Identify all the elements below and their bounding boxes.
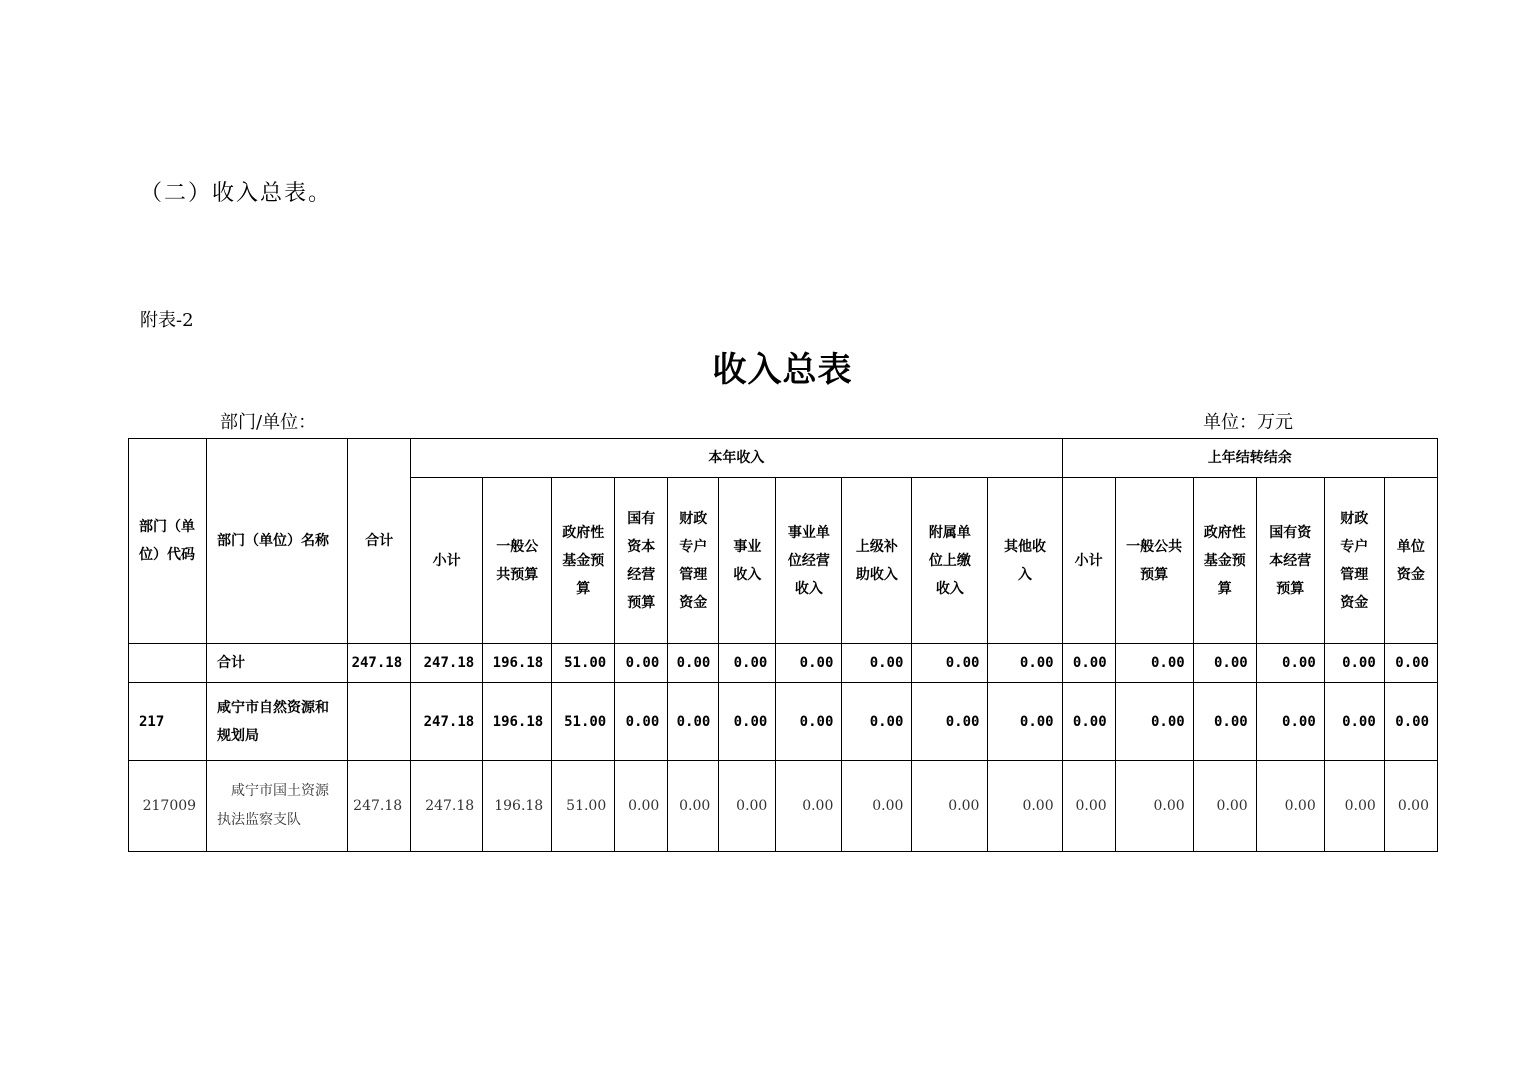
header-label-line: 共预算 — [496, 566, 539, 583]
cell-carryover-value: 0.00 — [1115, 644, 1193, 683]
header-label-line: 事业单 — [787, 524, 830, 541]
cell-current-value: 0.00 — [988, 683, 1062, 761]
section-heading: （二）收入总表。 — [140, 181, 333, 206]
cell-carryover-value: 0.00 — [1115, 761, 1193, 852]
cell-current-value: 0.00 — [912, 644, 988, 683]
header-label-line: 部门（单位）名称 — [217, 533, 330, 549]
cell-current-value: 51.00 — [552, 683, 615, 761]
table-body — [129, 644, 1438, 852]
header-carryover-col-4 — [1324, 478, 1384, 644]
cell-current-value: 0.00 — [842, 761, 912, 852]
cell-current-value: 0.00 — [912, 683, 988, 761]
header-current-col-2 — [552, 478, 615, 644]
header-label-line: 算 — [1217, 580, 1232, 597]
header-label-line: 专户 — [679, 538, 708, 555]
cell-current-value: 0.00 — [668, 761, 719, 852]
cell-current-value: 0.00 — [912, 761, 988, 852]
cell-carryover-value: 0.00 — [1384, 644, 1437, 683]
header-label-line: 助收入 — [855, 566, 898, 583]
header-label-line: 本经营 — [1269, 552, 1312, 569]
header-label-line: 基金预 — [1203, 552, 1246, 569]
header-label-line: 位上缴 — [928, 552, 971, 569]
header-label-line: 资金 — [1396, 566, 1425, 583]
header-carryover-col-1 — [1115, 478, 1193, 644]
cell-current-value: 51.00 — [552, 761, 615, 852]
header-label-line: 一般公共 — [1126, 538, 1183, 555]
header-label-line: 资本 — [627, 538, 656, 555]
cell-dept-name: 咸宁市自然资源和规划局 — [207, 683, 348, 761]
header-carryover-col-2 — [1193, 478, 1256, 644]
table-row — [129, 761, 1438, 852]
header-current-col-5 — [719, 478, 776, 644]
cell-dept-code — [129, 644, 207, 683]
header-current-col-6 — [776, 478, 842, 644]
cell-carryover-value: 0.00 — [1062, 683, 1115, 761]
header-label-line: 预算 — [627, 594, 656, 611]
header-label-line: 小计 — [432, 552, 461, 569]
cell-carryover-value: 0.00 — [1324, 644, 1384, 683]
header-label-line: 政府性 — [562, 524, 605, 541]
cell-current-value: 0.00 — [719, 644, 776, 683]
cell-carryover-value: 0.00 — [1384, 761, 1437, 852]
header-label-line: 专户 — [1340, 538, 1369, 555]
cell-dept-name: 咸宁市国土资源执法监察支队 — [207, 761, 348, 852]
header-label-line: 财政 — [1340, 510, 1369, 527]
cell-current-value: 0.00 — [776, 644, 842, 683]
cell-dept-name: 合计 — [207, 644, 348, 683]
cell-current-value: 0.00 — [776, 683, 842, 761]
cell-carryover-value: 0.00 — [1193, 644, 1256, 683]
cell-current-value: 0.00 — [719, 683, 776, 761]
unit-label: 单位：万元 — [1203, 412, 1293, 433]
header-label-line: 管理 — [1340, 566, 1369, 583]
cell-carryover-value: 0.00 — [1256, 761, 1324, 852]
header-carryover-col-5 — [1384, 478, 1437, 644]
header-label-line: 小计 — [1074, 552, 1103, 569]
cell-current-value: 0.00 — [668, 683, 719, 761]
header-label-line: 财政 — [679, 510, 708, 527]
header-label-line: 其他收 — [1004, 538, 1047, 555]
cell-current-value: 196.18 — [483, 761, 552, 852]
department-label: 部门/单位： — [220, 412, 317, 433]
cell-current-value: 0.00 — [615, 683, 668, 761]
header-label-line: 国有资 — [1269, 524, 1312, 541]
cell-carryover-value: 0.00 — [1115, 683, 1193, 761]
header-current-col-8 — [912, 478, 988, 644]
header-label-line: 收入 — [733, 566, 762, 583]
header-label-line: 资金 — [679, 594, 708, 611]
cell-dept-code: 217 — [129, 683, 207, 761]
header-label-line: 收入 — [794, 580, 823, 597]
header-label-line: 附属单 — [928, 524, 971, 541]
header-current-year-income: 本年收入 — [411, 439, 1062, 478]
cell-carryover-value: 0.00 — [1256, 644, 1324, 683]
cell-current-value: 0.00 — [988, 644, 1062, 683]
page-title: 收入总表 — [712, 350, 853, 390]
cell-current-value: 0.00 — [615, 761, 668, 852]
header-carryover-col-0 — [1062, 478, 1115, 644]
header-label-line: 位经营 — [787, 552, 830, 569]
cell-total — [348, 683, 411, 761]
header-total — [348, 439, 411, 644]
cell-current-value: 196.18 — [483, 683, 552, 761]
header-label-line: 预算 — [1276, 580, 1305, 597]
cell-current-value: 0.00 — [615, 644, 668, 683]
header-label-line: 事业 — [733, 538, 762, 555]
header-label-line: 算 — [576, 580, 591, 597]
header-label-line: 上级补 — [855, 538, 898, 555]
cell-carryover-value: 0.00 — [1384, 683, 1437, 761]
header-current-col-3 — [615, 478, 668, 644]
header-label-line: 经营 — [627, 566, 656, 583]
cell-total: 247.18 — [348, 761, 411, 852]
header-label-line: 单位 — [1396, 538, 1425, 555]
cell-current-value: 0.00 — [776, 761, 842, 852]
header-label-line: 位）代码 — [139, 547, 195, 563]
cell-current-value: 51.00 — [552, 644, 615, 683]
cell-current-value: 0.00 — [988, 761, 1062, 852]
header-current-col-9 — [988, 478, 1062, 644]
header-label-line: 基金预 — [562, 552, 605, 569]
income-summary-table — [128, 438, 1438, 852]
header-label-line: 入 — [1018, 566, 1033, 583]
cell-carryover-value: 0.00 — [1062, 761, 1115, 852]
header-current-col-1 — [483, 478, 552, 644]
cell-current-value: 0.00 — [668, 644, 719, 683]
appendix-label: 附表-2 — [140, 310, 194, 331]
header-label-line: 合计 — [365, 533, 394, 549]
header-label-line: 部门（单 — [139, 519, 195, 535]
cell-current-value: 247.18 — [411, 644, 483, 683]
cell-total: 247.18 — [348, 644, 411, 683]
header-label-line: 收入 — [935, 580, 964, 597]
header-label-line: 一般公 — [496, 538, 539, 555]
cell-current-value: 0.00 — [842, 644, 912, 683]
header-label-line: 管理 — [679, 566, 708, 583]
cell-carryover-value: 0.00 — [1193, 761, 1256, 852]
header-row-group — [129, 439, 1438, 478]
table-row — [129, 644, 1438, 683]
header-label-line: 资金 — [1340, 594, 1369, 611]
cell-current-value: 0.00 — [842, 683, 912, 761]
cell-current-value: 0.00 — [719, 761, 776, 852]
header-carryover-balance: 上年结转结余 — [1062, 439, 1437, 478]
cell-current-value: 196.18 — [483, 644, 552, 683]
header-current-col-0 — [411, 478, 483, 644]
header-carryover-col-3 — [1256, 478, 1324, 644]
table-row — [129, 683, 1438, 761]
cell-dept-code: 217009 — [129, 761, 207, 852]
header-current-col-4 — [668, 478, 719, 644]
cell-carryover-value: 0.00 — [1256, 683, 1324, 761]
cell-current-value: 247.18 — [411, 683, 483, 761]
header-dept-code — [129, 439, 207, 644]
cell-carryover-value: 0.00 — [1324, 683, 1384, 761]
header-label-line: 国有 — [627, 510, 656, 527]
header-current-col-7 — [842, 478, 912, 644]
cell-carryover-value: 0.00 — [1062, 644, 1115, 683]
cell-current-value: 247.18 — [411, 761, 483, 852]
cell-carryover-value: 0.00 — [1193, 683, 1256, 761]
cell-carryover-value: 0.00 — [1324, 761, 1384, 852]
header-label-line: 预算 — [1140, 566, 1169, 583]
header-dept-name — [207, 439, 348, 644]
header-label-line: 政府性 — [1203, 524, 1246, 541]
